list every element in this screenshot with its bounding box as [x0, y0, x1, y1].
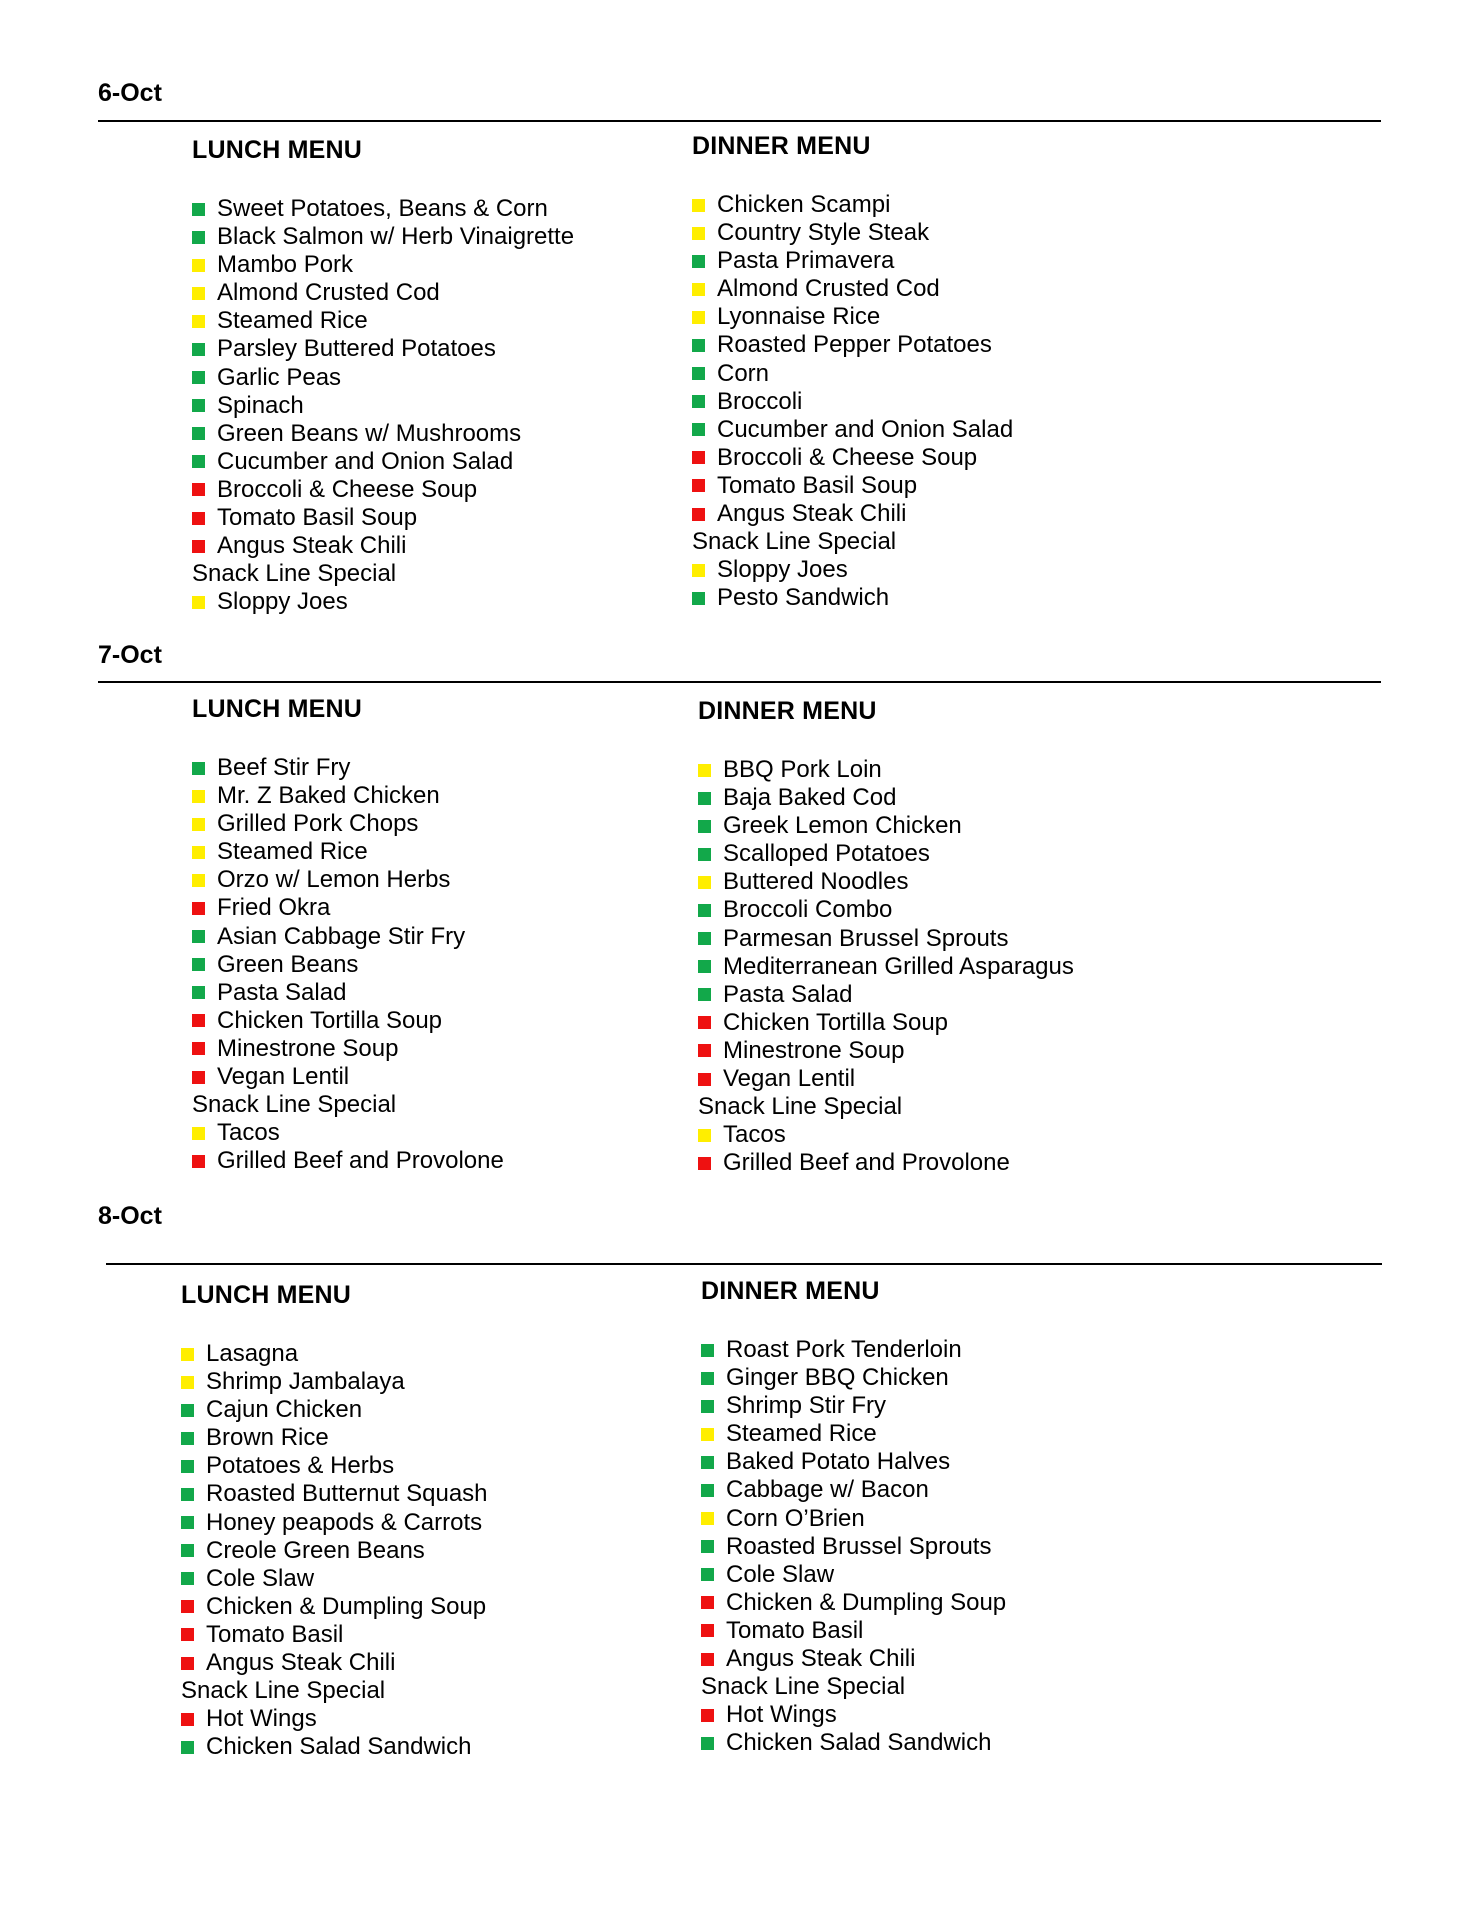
dinner-menu-list — [692, 191, 1013, 612]
menu-item-label: Cabbage w/ Bacon — [726, 1476, 929, 1504]
menu-item-label: Angus Steak Chili — [217, 532, 407, 560]
menu-item-label: Almond Crusted Cod — [717, 275, 940, 303]
dinner-menu — [698, 696, 1074, 1177]
menu-item — [181, 1649, 488, 1677]
lunch-menu — [181, 1280, 488, 1761]
red-square-icon — [692, 479, 705, 492]
menu-item-label: Snack Line Special — [192, 560, 397, 588]
green-square-icon — [701, 1372, 714, 1385]
menu-item — [701, 1645, 1006, 1673]
menu-item-label: Garlic Peas — [217, 363, 342, 391]
red-square-icon — [192, 1014, 205, 1027]
yellow-square-icon — [692, 227, 705, 240]
menu-item-label: Broccoli — [717, 387, 803, 415]
menu-item — [181, 1480, 488, 1508]
menu-item-label: Cucumber and Onion Salad — [217, 447, 514, 475]
red-square-icon — [701, 1653, 714, 1666]
menu-item — [192, 866, 504, 894]
menu-item-label: Country Style Steak — [717, 219, 930, 247]
menu-item — [181, 1368, 488, 1396]
date-heading: 6-Oct — [98, 79, 162, 107]
menu-item — [692, 303, 1013, 331]
menu-item — [701, 1673, 1006, 1701]
menu-item — [192, 588, 574, 616]
yellow-square-icon — [181, 1348, 194, 1361]
dinner-menu-title: DINNER MENU — [692, 132, 871, 160]
menu-item-label: Vegan Lentil — [723, 1065, 856, 1093]
green-square-icon — [192, 371, 205, 384]
green-square-icon — [692, 395, 705, 408]
red-square-icon — [698, 1016, 711, 1029]
menu-item-label: Honey peapods & Carrots — [206, 1508, 483, 1536]
menu-item-label: Sloppy Joes — [217, 588, 348, 616]
yellow-square-icon — [192, 818, 205, 831]
green-square-icon — [698, 960, 711, 973]
menu-item — [192, 195, 574, 223]
green-square-icon — [192, 343, 205, 356]
green-square-icon — [181, 1572, 194, 1585]
red-square-icon — [692, 508, 705, 521]
menu-item-label: Greek Lemon Chicken — [723, 812, 962, 840]
green-square-icon — [192, 958, 205, 971]
menu-item — [192, 420, 574, 448]
menu-item — [192, 838, 504, 866]
menu-item — [181, 1424, 488, 1452]
red-square-icon — [698, 1044, 711, 1057]
menu-item — [192, 894, 504, 922]
menu-item — [192, 504, 574, 532]
menu-item-label: Baja Baked Cod — [723, 784, 897, 812]
green-square-icon — [701, 1737, 714, 1750]
lunch-menu-list — [192, 195, 574, 616]
red-square-icon — [698, 1157, 711, 1170]
section-divider — [98, 120, 1381, 122]
red-square-icon — [181, 1600, 194, 1613]
menu-item — [692, 528, 1013, 556]
menu-item — [181, 1396, 488, 1424]
menu-item-label: Snack Line Special — [698, 1093, 903, 1121]
menu-item — [692, 275, 1013, 303]
menu-item — [192, 476, 574, 504]
menu-item-label: Grilled Beef and Provolone — [217, 1147, 504, 1175]
menu-item-label: Spinach — [217, 391, 304, 419]
menu-item-label: Minestrone Soup — [217, 1034, 399, 1062]
red-square-icon — [692, 451, 705, 464]
green-square-icon — [692, 255, 705, 268]
menu-item-label: Mediterranean Grilled Asparagus — [723, 952, 1074, 980]
yellow-square-icon — [192, 287, 205, 300]
menu-item-label: Roasted Butternut Squash — [206, 1480, 488, 1508]
menu-item-label: Asian Cabbage Stir Fry — [217, 922, 466, 950]
menu-item-label: Tacos — [217, 1119, 280, 1147]
menu-item — [692, 247, 1013, 275]
menu-item — [181, 1452, 488, 1480]
green-square-icon — [698, 848, 711, 861]
menu-item-label: Roast Pork Tenderloin — [726, 1336, 962, 1363]
menu-item — [192, 923, 504, 951]
menu-item — [698, 812, 1074, 840]
menu-item — [192, 335, 574, 363]
dinner-menu — [692, 131, 1013, 612]
green-square-icon — [192, 231, 205, 244]
green-square-icon — [698, 988, 711, 1001]
menu-item — [701, 1364, 1006, 1392]
menu-item-label: Chicken & Dumpling Soup — [206, 1592, 487, 1620]
menu-item — [701, 1476, 1006, 1504]
green-square-icon — [698, 904, 711, 917]
menu-item — [192, 951, 504, 979]
menu-item — [698, 756, 1074, 784]
yellow-square-icon — [192, 1127, 205, 1140]
menu-item — [701, 1420, 1006, 1448]
menu-item-label: Parmesan Brussel Sprouts — [723, 924, 1009, 952]
menu-item-label: Pasta Primavera — [717, 247, 895, 275]
menu-item-label: Broccoli Combo — [723, 896, 893, 924]
red-square-icon — [181, 1628, 194, 1641]
red-square-icon — [181, 1713, 194, 1726]
menu-item-label: Buttered Noodles — [723, 868, 909, 896]
menu-item — [698, 868, 1074, 896]
green-square-icon — [192, 762, 205, 775]
red-square-icon — [192, 1042, 205, 1055]
green-square-icon — [192, 203, 205, 216]
menu-item-label: Grilled Beef and Provolone — [723, 1149, 1010, 1177]
menu-item-label: Vegan Lentil — [217, 1063, 350, 1091]
menu-item-label: Fried Okra — [217, 894, 331, 922]
green-square-icon — [701, 1344, 714, 1357]
menu-item — [692, 360, 1013, 388]
menu-item-label: Angus Steak Chili — [717, 500, 907, 528]
section-divider — [98, 681, 1381, 683]
green-square-icon — [701, 1540, 714, 1553]
menu-item — [698, 784, 1074, 812]
menu-item — [192, 1119, 504, 1147]
menu-item-label: Roasted Brussel Sprouts — [726, 1532, 992, 1560]
menu-item-label: Hot Wings — [206, 1705, 317, 1733]
green-square-icon — [181, 1488, 194, 1501]
menu-item-label: Pasta Salad — [723, 980, 853, 1008]
menu-item-label: Broccoli & Cheese Soup — [217, 475, 478, 503]
menu-item-label: Shrimp Stir Fry — [726, 1392, 887, 1420]
yellow-square-icon — [192, 315, 205, 328]
lunch-menu-list — [192, 754, 504, 1175]
red-square-icon — [192, 540, 205, 553]
menu-item — [192, 279, 574, 307]
menu-item — [192, 1035, 504, 1063]
menu-item-label: Cole Slaw — [206, 1564, 315, 1592]
menu-item-label: Mr. Z Baked Chicken — [217, 782, 440, 810]
menu-item — [192, 754, 504, 782]
menu-item — [698, 953, 1074, 981]
menu-item-label: Tacos — [723, 1121, 786, 1149]
menu-item-label: Snack Line Special — [692, 528, 897, 556]
green-square-icon — [701, 1400, 714, 1413]
menu-item-label: Tomato Basil Soup — [217, 504, 418, 532]
green-square-icon — [192, 399, 205, 412]
yellow-square-icon — [701, 1428, 714, 1441]
menu-item — [698, 1037, 1074, 1065]
menu-item — [692, 472, 1013, 500]
menu-item — [181, 1509, 488, 1537]
menu-item-label: Cucumber and Onion Salad — [717, 415, 1014, 443]
menu-item — [692, 219, 1013, 247]
red-square-icon — [192, 1155, 205, 1168]
dinner-menu-list — [701, 1336, 1006, 1757]
green-square-icon — [692, 339, 705, 352]
menu-item — [192, 1063, 504, 1091]
menu-item-label: Snack Line Special — [181, 1677, 386, 1705]
menu-item-label: Ginger BBQ Chicken — [726, 1364, 949, 1392]
menu-item — [181, 1733, 488, 1761]
menu-item — [192, 1147, 504, 1175]
menu-item — [701, 1561, 1006, 1589]
menu-item-label: Roasted Pepper Potatoes — [717, 331, 992, 359]
menu-item — [192, 532, 574, 560]
menu-item-label: Mambo Pork — [217, 251, 354, 279]
menu-item-label: Cole Slaw — [726, 1560, 835, 1588]
menu-item-label: BBQ Pork Loin — [723, 756, 882, 783]
menu-item-label: Black Salmon w/ Herb Vinaigrette — [217, 223, 575, 251]
menu-item-label: Pasta Salad — [217, 978, 347, 1006]
menu-item-label: Green Beans — [217, 950, 359, 978]
red-square-icon — [192, 483, 205, 496]
menu-item — [698, 896, 1074, 924]
menu-item-label: Green Beans w/ Mushrooms — [217, 419, 522, 447]
yellow-square-icon — [698, 876, 711, 889]
menu-item — [192, 810, 504, 838]
menu-item-label: Chicken Salad Sandwich — [726, 1729, 992, 1757]
green-square-icon — [181, 1432, 194, 1445]
green-square-icon — [701, 1568, 714, 1581]
menu-item — [192, 392, 574, 420]
menu-item-label: Parsley Buttered Potatoes — [217, 335, 496, 363]
menu-item-label: Chicken Scampi — [717, 191, 891, 218]
menu-item-label: Sweet Potatoes, Beans & Corn — [217, 195, 548, 222]
menu-item — [701, 1448, 1006, 1476]
lunch-menu — [192, 694, 504, 1175]
menu-item — [701, 1533, 1006, 1561]
yellow-square-icon — [192, 790, 205, 803]
menu-item-label: Almond Crusted Cod — [217, 279, 440, 307]
green-square-icon — [181, 1460, 194, 1473]
menu-item — [698, 1065, 1074, 1093]
yellow-square-icon — [692, 199, 705, 212]
red-square-icon — [698, 1073, 711, 1086]
section-divider — [106, 1263, 1382, 1265]
menu-item — [692, 331, 1013, 359]
green-square-icon — [701, 1484, 714, 1497]
yellow-square-icon — [698, 1129, 711, 1142]
green-square-icon — [698, 820, 711, 833]
yellow-square-icon — [692, 283, 705, 296]
menu-item — [692, 584, 1013, 612]
menu-item-label: Potatoes & Herbs — [206, 1452, 395, 1480]
menu-item — [192, 307, 574, 335]
red-square-icon — [701, 1596, 714, 1609]
menu-item-label: Brown Rice — [206, 1424, 329, 1452]
dinner-menu — [701, 1276, 1006, 1757]
dinner-menu-title: DINNER MENU — [698, 697, 877, 725]
menu-item-label: Chicken & Dumpling Soup — [726, 1588, 1007, 1616]
menu-item — [181, 1593, 488, 1621]
green-square-icon — [701, 1456, 714, 1469]
menu-item — [692, 416, 1013, 444]
menu-item-label: Steamed Rice — [217, 838, 368, 866]
menu-item — [181, 1705, 488, 1733]
yellow-square-icon — [692, 311, 705, 324]
menu-item — [181, 1677, 488, 1705]
red-square-icon — [192, 1071, 205, 1084]
menu-item-label: Creole Green Beans — [206, 1536, 425, 1564]
menu-item — [701, 1392, 1006, 1420]
lunch-menu — [192, 135, 574, 616]
menu-item — [192, 782, 504, 810]
lunch-menu-title: LUNCH MENU — [192, 695, 363, 723]
red-square-icon — [701, 1624, 714, 1637]
yellow-square-icon — [192, 874, 205, 887]
green-square-icon — [181, 1544, 194, 1557]
green-square-icon — [181, 1741, 194, 1754]
menu-item — [701, 1729, 1006, 1757]
menu-item — [692, 444, 1013, 472]
menu-item — [192, 223, 574, 251]
menu-item — [701, 1589, 1006, 1617]
menu-item-label: Chicken Tortilla Soup — [217, 1006, 443, 1034]
green-square-icon — [698, 932, 711, 945]
yellow-square-icon — [181, 1376, 194, 1389]
menu-item-label: Minestrone Soup — [723, 1036, 905, 1064]
yellow-square-icon — [192, 596, 205, 609]
menu-item-label: Beef Stir Fry — [217, 754, 351, 781]
yellow-square-icon — [698, 764, 711, 777]
menu-item — [701, 1505, 1006, 1533]
green-square-icon — [692, 592, 705, 605]
menu-item-label: Sloppy Joes — [717, 556, 848, 584]
menu-item — [192, 979, 504, 1007]
dinner-menu-title: DINNER MENU — [701, 1277, 880, 1305]
menu-item — [698, 981, 1074, 1009]
menu-item-label: Shrimp Jambalaya — [206, 1368, 405, 1396]
menu-item — [698, 840, 1074, 868]
menu-item — [181, 1340, 488, 1368]
menu-item — [192, 448, 574, 476]
menu-item-label: Angus Steak Chili — [206, 1649, 396, 1677]
green-square-icon — [192, 986, 205, 999]
menu-item — [701, 1336, 1006, 1364]
menu-item — [192, 1007, 504, 1035]
menu-item-label: Steamed Rice — [726, 1420, 877, 1448]
green-square-icon — [181, 1516, 194, 1529]
menu-item-label: Tomato Basil — [206, 1620, 344, 1648]
menu-item-label: Cajun Chicken — [206, 1396, 363, 1424]
menu-item-label: Scalloped Potatoes — [723, 840, 930, 868]
lunch-menu-title: LUNCH MENU — [192, 136, 363, 164]
menu-item-label: Broccoli & Cheese Soup — [717, 443, 978, 471]
menu-item-label: Lasagna — [206, 1340, 299, 1367]
menu-item — [692, 191, 1013, 219]
menu-item — [698, 925, 1074, 953]
menu-item — [701, 1701, 1006, 1729]
menu-item-label: Tomato Basil Soup — [717, 471, 918, 499]
menu-item-label: Chicken Tortilla Soup — [723, 1008, 949, 1036]
menu-item — [698, 1009, 1074, 1037]
menu-item — [192, 560, 574, 588]
green-square-icon — [698, 792, 711, 805]
date-heading: 7-Oct — [98, 641, 162, 669]
red-square-icon — [181, 1657, 194, 1670]
green-square-icon — [192, 427, 205, 440]
menu-item — [692, 556, 1013, 584]
menu-item-label: Chicken Salad Sandwich — [206, 1733, 472, 1761]
menu-item-label: Baked Potato Halves — [726, 1448, 951, 1476]
green-square-icon — [692, 367, 705, 380]
yellow-square-icon — [192, 846, 205, 859]
menu-item — [181, 1621, 488, 1649]
menu-item — [692, 388, 1013, 416]
green-square-icon — [192, 930, 205, 943]
date-heading: 8-Oct — [98, 1202, 162, 1230]
menu-item — [698, 1121, 1074, 1149]
menu-item-label: Grilled Pork Chops — [217, 810, 419, 838]
menu-item — [701, 1617, 1006, 1645]
menu-item — [698, 1149, 1074, 1177]
menu-item-label: Steamed Rice — [217, 307, 368, 335]
dinner-menu-list — [698, 756, 1074, 1177]
menu-item-label: Pesto Sandwich — [717, 584, 890, 612]
menu-item-label: Angus Steak Chili — [726, 1645, 916, 1673]
menu-item-label: Tomato Basil — [726, 1616, 864, 1644]
green-square-icon — [192, 455, 205, 468]
red-square-icon — [192, 902, 205, 915]
menu-item — [181, 1537, 488, 1565]
menu-item-label: Snack Line Special — [192, 1091, 397, 1119]
menu-item-label: Orzo w/ Lemon Herbs — [217, 866, 451, 894]
green-square-icon — [692, 423, 705, 436]
menu-item — [192, 251, 574, 279]
red-square-icon — [701, 1709, 714, 1722]
menu-item-label: Snack Line Special — [701, 1673, 906, 1701]
menu-item — [192, 364, 574, 392]
yellow-square-icon — [192, 259, 205, 272]
lunch-menu-title: LUNCH MENU — [181, 1281, 352, 1309]
menu-item — [192, 1091, 504, 1119]
menu-item — [181, 1565, 488, 1593]
red-square-icon — [192, 512, 205, 525]
yellow-square-icon — [701, 1512, 714, 1525]
menu-item-label: Lyonnaise Rice — [717, 303, 881, 331]
menu-item-label: Corn — [717, 359, 770, 387]
lunch-menu-list — [181, 1340, 488, 1761]
menu-item — [692, 500, 1013, 528]
green-square-icon — [181, 1404, 194, 1417]
yellow-square-icon — [692, 564, 705, 577]
menu-item — [698, 1093, 1074, 1121]
menu-item-label: Hot Wings — [726, 1701, 837, 1729]
menu-item-label: Corn O’Brien — [726, 1504, 865, 1532]
